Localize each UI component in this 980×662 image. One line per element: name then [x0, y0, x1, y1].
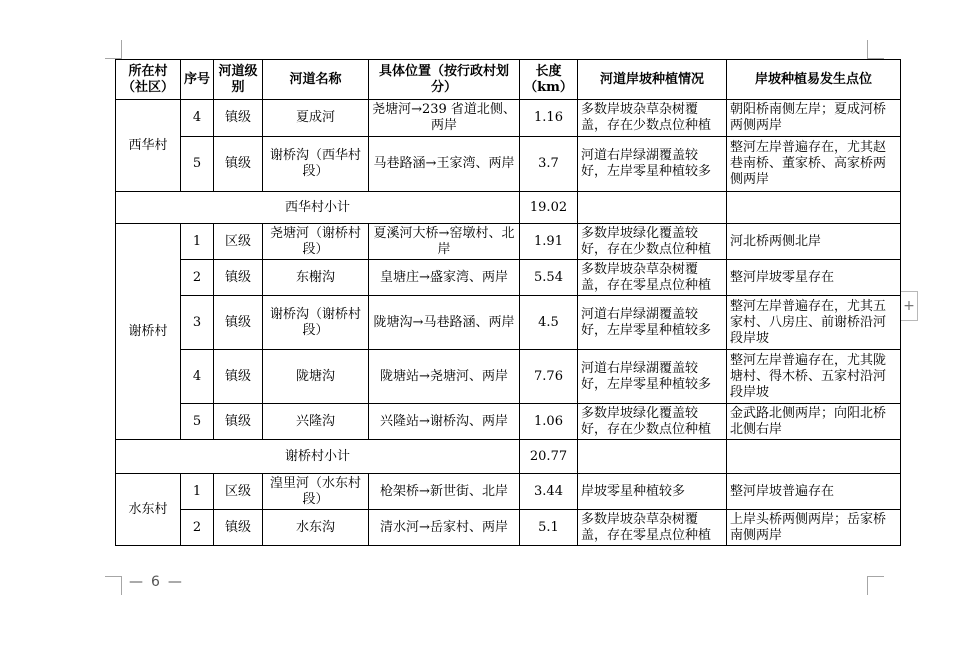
location-cell: 夏溪河大桥→窑墩村、北岸: [369, 224, 520, 260]
page-number: — 6 —: [129, 574, 182, 590]
village-cell: 水东村: [116, 474, 181, 546]
level-cell: 区级: [214, 224, 263, 260]
points-cell: 河北桥两侧北岸: [727, 224, 901, 260]
condition-cell: 河道右岸绿湖覆盖较好，左岸零星种植较多: [578, 350, 727, 404]
header-row: [116, 60, 901, 100]
length-cell: 5.1: [520, 510, 578, 546]
number-cell: 2: [181, 260, 214, 296]
condition-cell: 多数岸坡绿化覆盖较好，存在少数点位种植: [578, 224, 727, 260]
condition-cell: 多数岸坡绿化覆盖较好，存在少数点位种植: [578, 404, 727, 440]
table-row: [116, 137, 901, 192]
number-cell: 1: [181, 224, 214, 260]
location-cell: 兴隆站→谢桥沟、两岸: [369, 404, 520, 440]
river-name-cell: 水东沟: [263, 510, 369, 546]
number-cell: 1: [181, 474, 214, 510]
river-name-cell: 夏成河: [263, 100, 369, 137]
condition-cell: 河道右岸绿湖覆盖较好，左岸零星种植较多: [578, 137, 727, 192]
length-cell: 1.06: [520, 404, 578, 440]
level-cell: 镇级: [214, 260, 263, 296]
subtotal-value: 20.77: [520, 440, 578, 474]
points-cell: 上岸头桥两侧两岸；岳家桥南侧两岸: [727, 510, 901, 546]
subtotal-row: [116, 192, 901, 224]
header-length: 长度（km）: [520, 60, 578, 100]
corner-mark-bottom-right: [867, 576, 884, 595]
header-condition: 河道岸坡种植情况: [578, 60, 727, 100]
length-cell: 1.16: [520, 100, 578, 137]
river-name-cell: 东榭沟: [263, 260, 369, 296]
table-row: [116, 510, 901, 546]
location-cell: 尧塘河→239 省道北侧、两岸: [369, 100, 520, 137]
condition-cell: 多数岸坡杂草杂树覆盖，存在零星点位种植: [578, 510, 727, 546]
location-cell: 陇塘沟→马巷路涵、两岸: [369, 296, 520, 350]
points-cell: 整河左岸普遍存在，尤其五家村、八房庄、前谢桥沿河段岸坡: [727, 296, 901, 350]
length-cell: 5.54: [520, 260, 578, 296]
river-name-cell: 湟里河（水东村段）: [263, 474, 369, 510]
level-cell: 镇级: [214, 404, 263, 440]
village-cell: 西华村: [116, 100, 181, 192]
location-cell: 陇塘站→尧塘河、两岸: [369, 350, 520, 404]
length-cell: 4.5: [520, 296, 578, 350]
river-name-cell: 谢桥沟（谢桥村段）: [263, 296, 369, 350]
river-name-cell: 谢桥沟（西华村段）: [263, 137, 369, 192]
header-location: 具体位置（按行政村划分）: [369, 60, 520, 100]
level-cell: 镇级: [214, 510, 263, 546]
table-row: [116, 260, 901, 296]
number-cell: 3: [181, 296, 214, 350]
level-cell: 镇级: [214, 296, 263, 350]
village-cell: 谢桥村: [116, 224, 181, 440]
condition-cell: 河道右岸绿湖覆盖较好，左岸零星种植较多: [578, 296, 727, 350]
subtotal-label: 西华村小计: [116, 192, 520, 224]
points-cell: 金武路北侧两岸；向阳北桥北侧右岸: [727, 404, 901, 440]
points-cell: 整河左岸普遍存在，尤其赵巷南桥、董家桥、高家桥两侧两岸: [727, 137, 901, 192]
corner-mark-bottom-left: [105, 576, 122, 595]
number-cell: 2: [181, 510, 214, 546]
length-cell: 3.7: [520, 137, 578, 192]
corner-mark-top-left: [105, 40, 122, 59]
add-handle-button[interactable]: [900, 291, 918, 321]
number-cell: 4: [181, 100, 214, 137]
header-river-name: 河道名称: [263, 60, 369, 100]
number-cell: 4: [181, 350, 214, 404]
corner-mark-top-right: [867, 40, 884, 59]
subtotal-label: 谢桥村小计: [116, 440, 520, 474]
river-name-cell: 尧塘河（谢桥村段）: [263, 224, 369, 260]
location-cell: 皇塘庄→盛家湾、两岸: [369, 260, 520, 296]
river-name-cell: 兴隆沟: [263, 404, 369, 440]
header-number: 序号: [181, 60, 214, 100]
table-row: [116, 224, 901, 260]
level-cell: 镇级: [214, 100, 263, 137]
condition-cell: 岸坡零星种植较多: [578, 474, 727, 510]
level-cell: 镇级: [214, 137, 263, 192]
header-points: 岸坡种植易发生点位: [727, 60, 901, 100]
subtotal-value: 19.02: [520, 192, 578, 224]
table-row: [116, 474, 901, 510]
subtotal-row: [116, 440, 901, 474]
length-cell: 3.44: [520, 474, 578, 510]
location-cell: 马巷路涵→王家湾、两岸: [369, 137, 520, 192]
level-cell: 镇级: [214, 350, 263, 404]
length-cell: 7.76: [520, 350, 578, 404]
points-cell: 整河岸坡零星存在: [727, 260, 901, 296]
points-cell: 整河岸坡普遍存在: [727, 474, 901, 510]
level-cell: 区级: [214, 474, 263, 510]
points-cell: 整河左岸普遍存在，尤其陇塘村、得木桥、五家村沿河段岸坡: [727, 350, 901, 404]
river-table: [115, 59, 901, 546]
plus-icon: +: [903, 298, 915, 314]
number-cell: 5: [181, 404, 214, 440]
table-row: [116, 350, 901, 404]
page-number-value: 6: [151, 574, 160, 590]
points-cell: 朝阳桥南侧左岸；夏成河桥两侧两岸: [727, 100, 901, 137]
condition-cell: 多数岸坡杂草杂树覆盖，存在零星点位种植: [578, 260, 727, 296]
table-row: [116, 296, 901, 350]
table-row: [116, 404, 901, 440]
location-cell: 清水河→岳家村、两岸: [369, 510, 520, 546]
location-cell: 枪架桥→新世街、北岸: [369, 474, 520, 510]
condition-cell: 多数岸坡杂草杂树覆盖，存在少数点位种植: [578, 100, 727, 137]
number-cell: 5: [181, 137, 214, 192]
header-village: 所在村（社区）: [116, 60, 181, 100]
table-row: [116, 100, 901, 137]
length-cell: 1.91: [520, 224, 578, 260]
header-level: 河道级别: [214, 60, 263, 100]
river-name-cell: 陇塘沟: [263, 350, 369, 404]
